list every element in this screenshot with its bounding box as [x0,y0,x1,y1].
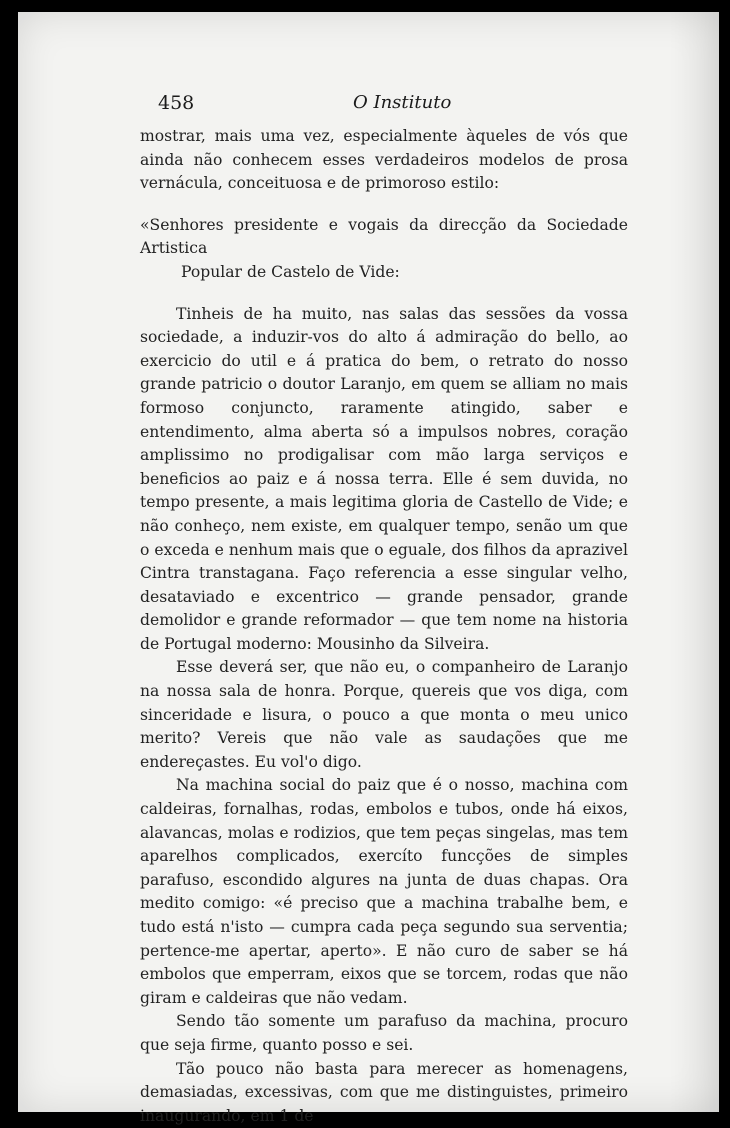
paragraph: Tinheis de ha muito, nas salas das sessões da vossa sociedade, a induzir-vos do alto á admiração do bello, ao exercicio do util e á pratica do bem, o retrato do nosso grande patricio o doutor Laranjo, em quem se alliam no mais formoso conjuncto, raramente atingido, saber e entendimento, alma aberta só a impulsos nobres, coração amplissimo no prodigalisar com mão larga serviços e beneficios ao paiz e á nossa terra. Elle é sem duvida, no tempo presente, a mais legitima gloria de Castello de Vide; e não conheço, nem existe, em qualquer tempo, senão um que o exceda e nenhum mais que o eguale, dos filhos da aprazivel Cintra transtagana. Faço referencia a esse singular velho, desataviado e excentrico — grande pensador, grande demolidor e grande reformador — que tem nome na historia de Portugal moderno: Mousinho da Silveira. [140,304,628,653]
page-fold-shadow [669,12,719,1112]
page-number: 458 [158,92,195,114]
intro-paragraph: mostrar, mais uma vez, especialmente àqueles de vós que ainda não conhecem esses verdadeiros modelos de prosa vernácula, conceituosa e de primoroso estilo: [140,127,628,193]
paragraph: Sendo tão somente um parafuso da machina, procuro que seja firme, quanto posso e sei. [140,1012,628,1054]
body-text [140,125,628,1128]
paragraph: Tão pouco não basta para merecer as homenagens, demasiadas, excessivas, com que me distinguistes, primeiro inaugurando, em 1 de [140,1059,628,1125]
address-salutation [140,214,628,285]
address-line-1: «Senhores presidente e vogais da direcção da Sociedade Artistica [140,215,628,258]
paragraph: Na machina social do paiz que é o nosso, machina com caldeiras, fornalhas, rodas, embolos e tubos, onde há eixos, alavancas, molas e rodizios, que tem peças singelas, mas tem aparelhos complicados, exercíto funcções de simples parafuso, escondido algures na junta de duas chapas. Ora medito comigo: «é preciso que a machina trabalhe bem, e tudo está n'isto — cumpra cada peça segundo sua serventia; pertence-me apertar, aperto». E não curo de saber se há embolos que emperram, eixos que se torcem, rodas que não giram e caldeiras que não vedam. [140,776,628,1007]
address-line-2: Popular de Castelo de Vide: [181,262,400,281]
paragraph: Esse deverá ser, que não eu, o companheiro de Laranjo na nossa sala de honra. Porque, quereis que vos diga, com sinceridade e lisura, o pouco a que monta o meu unico merito? Vereis que não vale as saudações que me endereçastes. Eu vol'o digo. [140,658,628,771]
running-title: O Instituto [353,92,452,113]
